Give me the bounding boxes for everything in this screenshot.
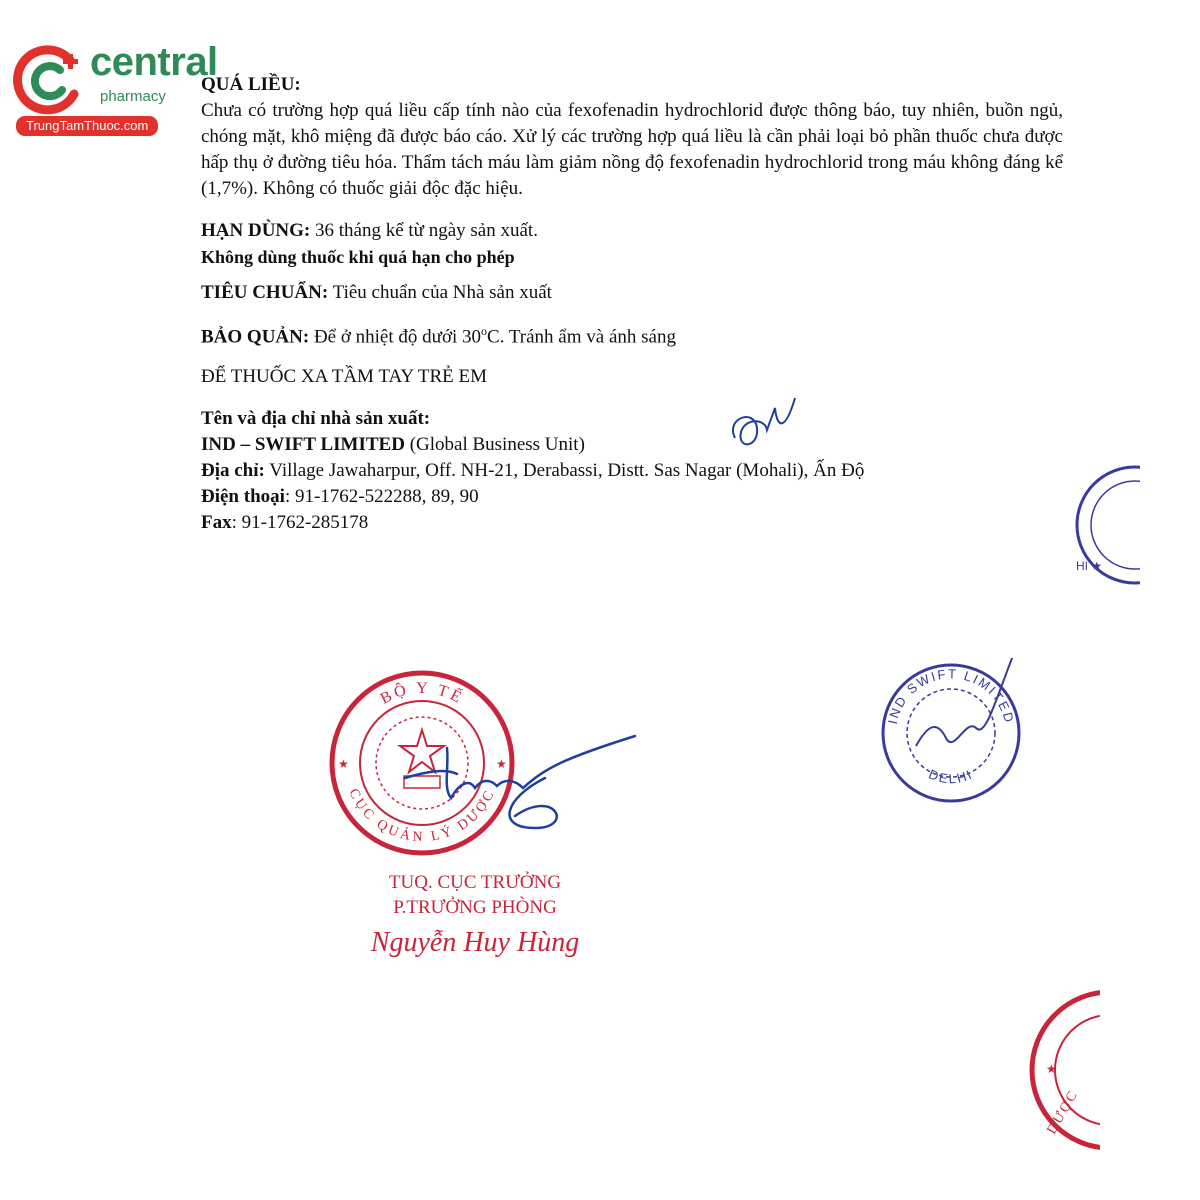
fax-value: : 91-1762-285178 [231, 512, 369, 534]
storage-label: BẢO QUẢN: [201, 326, 310, 348]
address-label: Địa chỉ: [201, 460, 265, 482]
partial-stamp-text: DƯỢC [1044, 1087, 1082, 1137]
document-body [201, 72, 1063, 536]
svg-text:★: ★ [1046, 1062, 1057, 1076]
signatory-name: Nguyễn Huy Hùng [370, 927, 580, 958]
partial-red-stamp [1010, 985, 1100, 1160]
address-line [201, 458, 1063, 484]
address-value: Village Jawaharpur, Off. NH-21, Derabassi, Distt. Sas Nagar (Mohali), Ấn Độ [269, 460, 865, 482]
overdose-paragraph: Chưa có trường hợp quá liều cấp tính nào của fexofenadin hydrochlorid được thông báo, tuy nhiên, buồn ngủ, chóng mặt, khô miệng đã được báo cáo. Xử lý các trường hợp quá liều là cần phải loại bỏ phần thuốc chưa được hấp thụ ở đường tiêu hóa. Thẩm tách máu làm giảm nồng độ fexofenadin hydrochlorid trong máu không đáng kể (1,7%). Không có thuốc giải độc đặc hiệu. [201, 100, 1063, 199]
storage-value-before: Để ở nhiệt độ dưới 30 [313, 326, 482, 348]
shelf-life-value: 36 tháng kể từ ngày sản xuất. [315, 220, 538, 241]
degree-mark: o [481, 324, 488, 338]
storage-line [201, 318, 1063, 350]
official-signature [395, 728, 645, 848]
svg-text:BỘ Y TẾ [378, 679, 468, 707]
svg-text:★: ★ [496, 757, 507, 771]
fax-label: Fax [201, 512, 232, 534]
manufacturer-heading: Tên và địa chỉ nhà sản xuất: [201, 408, 431, 430]
svg-text:HI ★: HI ★ [1076, 559, 1103, 573]
shelf-life-label: HẠN DÙNG: [201, 220, 311, 241]
expiry-warning: Không dùng thuốc khi quá hạn cho phép [201, 247, 515, 267]
signatory-title-2: P.TRƯỞNG PHÒNG [393, 897, 557, 918]
manufacturer-unit: (Global Business Unit) [409, 434, 585, 456]
manufacturer-name-line [201, 432, 1063, 458]
phone-line [201, 484, 1063, 510]
phone-value: : 91-1762-522288, 89, 90 [284, 486, 479, 508]
ministry-stamp-bottom: CỤC QUẢN LÝ DƯỢC [345, 786, 499, 846]
storage-value-after: C. Tránh ẩm và ánh sáng [487, 326, 676, 348]
svg-text:★: ★ [338, 757, 349, 771]
signatory-title-1: TUQ. CỤC TRƯỞNG [388, 872, 562, 893]
overdose-heading: QUÁ LIỀU: [201, 74, 301, 95]
standard-line [201, 280, 1063, 306]
ministry-stamp-top: BỘ Y TẾ [377, 679, 467, 708]
fax-line [201, 510, 1063, 536]
phone-label: Điện thoại [201, 486, 285, 508]
logo-brand: central [90, 40, 218, 84]
standard-label: TIÊU CHUẨN: [201, 282, 329, 303]
partial-company-stamp [1060, 460, 1140, 590]
logo-url: TrungTamThuoc.com [16, 116, 158, 136]
manufacturer-name: IND – SWIFT LIMITED [201, 434, 405, 456]
pharmacy-cross-icon [10, 42, 88, 120]
company-stamp-text: IND SWIFT LIMITED [884, 666, 1018, 726]
central-pharmacy-logo [10, 38, 230, 138]
initials-signature [715, 388, 825, 468]
shelf-life-line [201, 218, 1063, 244]
company-stamp-city: DELHI [926, 766, 976, 787]
svg-text:DELHI [927, 766, 976, 786]
signatory-block [340, 870, 610, 960]
keep-away-notice: ĐỂ THUỐC XA TẦM TAY TRẺ EM [201, 366, 487, 388]
logo-subtitle: pharmacy [100, 88, 166, 105]
standard-value: Tiêu chuẩn của Nhà sản xuất [332, 282, 552, 303]
company-stamp [876, 658, 1026, 808]
